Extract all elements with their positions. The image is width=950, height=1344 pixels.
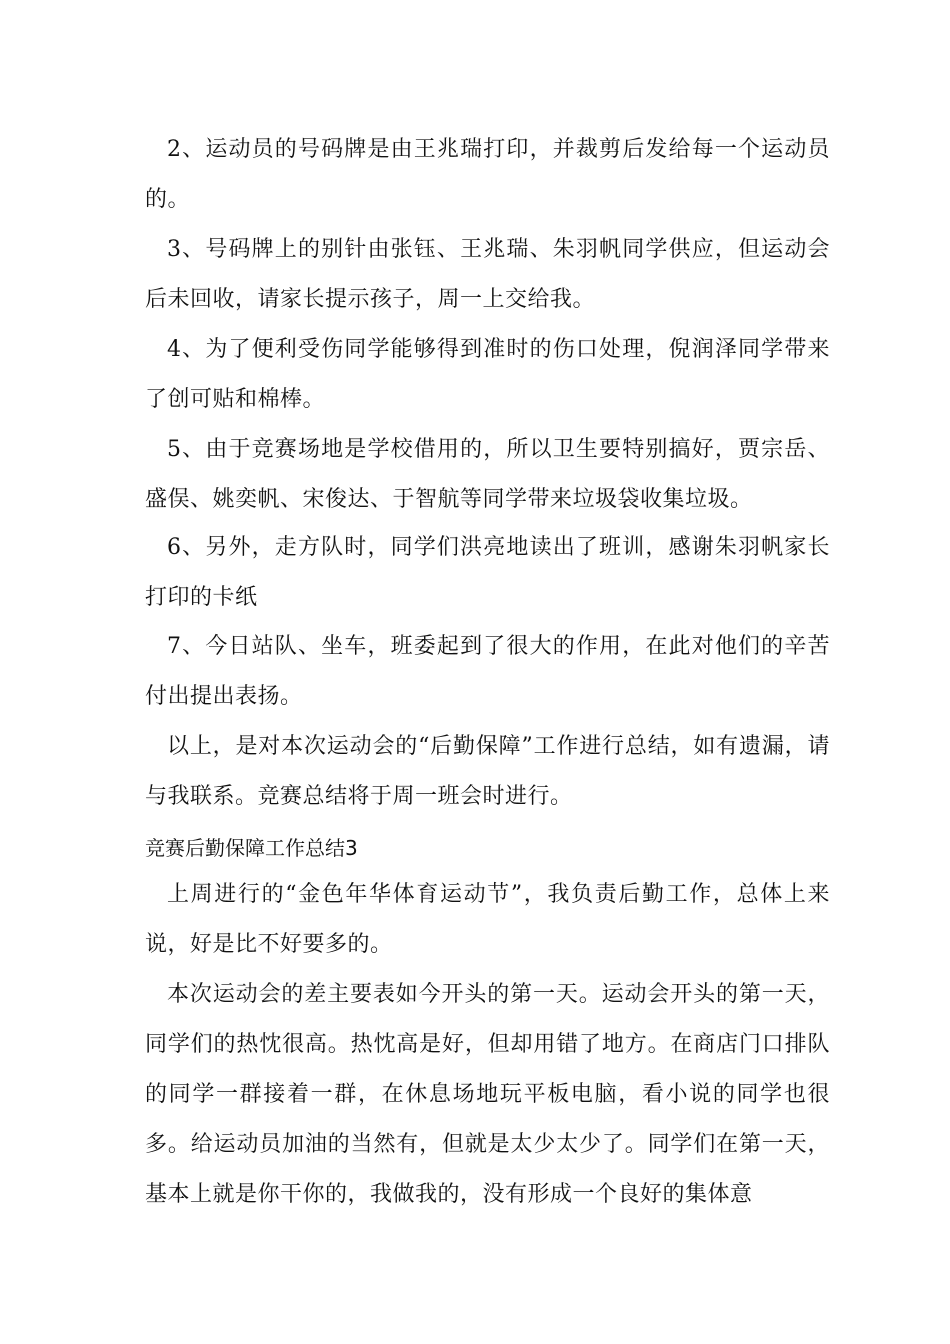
paragraph-item-6: 6、另外，走方队时，同学们洪亮地读出了班训，感谢朱羽帆家长打印的卡纸 <box>145 535 830 610</box>
paragraph-item-5: 5、由于竞赛场地是学校借用的，所以卫生要特别搞好，贾宗岳、盛俣、姚奕帆、宋俊达、于智航等同学带来垃圾袋收集垃圾。 <box>145 437 830 512</box>
paragraph-item-2: 2、运动员的号码牌是由王兆瑞打印，并裁剪后发给每一个运动员的。 <box>145 137 830 212</box>
paragraph-item-3: 3、号码牌上的别针由张钰、王兆瑞、朱羽帆同学供应，但运动会后未回收，请家长提示孩子，周一上交给我。 <box>145 237 830 312</box>
paragraph-item-7: 7、今日站队、坐车，班委起到了很大的作用，在此对他们的辛苦付出提出表扬。 <box>145 634 830 709</box>
section-heading: 竞赛后勤保障工作总结3 <box>145 836 358 860</box>
section-paragraph-intro: 上周进行的“金色年华体育运动节”，我负责后勤工作，总体上来说，好是比不好要多的。 <box>145 882 830 957</box>
paragraph-item-4: 4、为了便利受伤同学能够得到准时的伤口处理，倪润泽同学带来了创可贴和棉棒。 <box>145 337 830 412</box>
section-paragraph-body: 本次运动会的差主要表如今开头的第一天。运动会开头的第一天，同学们的热忱很高。热忱高是好，但却用错了地方。在商店门口排队的同学一群接着一群，在休息场地玩平板电脑，看小说的同学也很多。给运动员加油的当然有，但就是太少太少了。同学们在第一天，基本上就是你干你的，我做我的，没有形成一个良好的集体意 <box>145 982 830 1207</box>
paragraph-summary: 以上，是对本次运动会的“后勤保障”工作进行总结，如有遗漏，请与我联系。竞赛总结将于周一班会时进行。 <box>145 734 830 809</box>
